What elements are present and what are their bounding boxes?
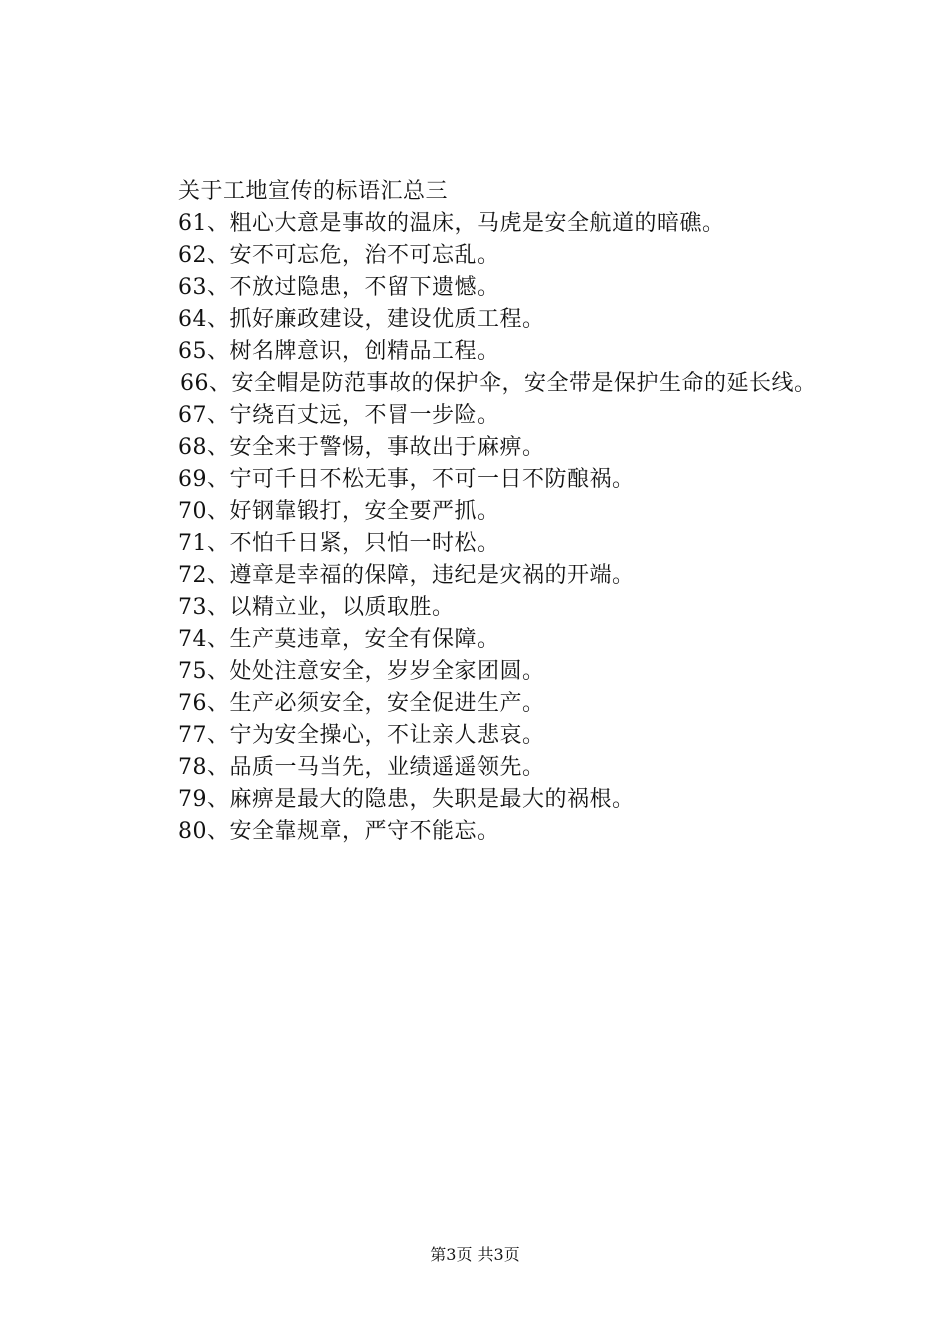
slogan-line-65: 65、树名牌意识，创精品工程。 [178, 339, 500, 364]
slogan-line-79: 79、麻痹是最大的隐患，失职是最大的祸根。 [178, 787, 635, 812]
slogan-line-80: 80、安全靠规章，严守不能忘。 [178, 819, 500, 844]
document-title: 关于工地宣传的标语汇总三 [178, 179, 449, 204]
slogan-line-66: 66、安全帽是防范事故的保护伞，安全带是保护生命的延长线。 [180, 371, 817, 396]
slogan-line-78: 78、品质一马当先，业绩遥遥领先。 [178, 755, 545, 780]
slogan-line-75: 75、处处注意安全，岁岁全家团圆。 [178, 659, 545, 684]
document-body [132, 176, 832, 848]
slogan-line-64: 64、抓好廉政建设，建设优质工程。 [178, 307, 545, 332]
slogan-line-77: 77、宁为安全操心，不让亲人悲哀。 [178, 723, 545, 748]
slogan-line-69: 69、宁可千日不松无事，不可一日不防酿祸。 [178, 467, 635, 492]
slogan-line-74: 74、生产莫违章，安全有保障。 [178, 627, 500, 652]
slogan-line-67: 67、宁绕百丈远，不冒一步险。 [178, 403, 500, 428]
page-footer [0, 1243, 950, 1267]
page-number-label: 第3页 共3页 [430, 1245, 520, 1264]
slogan-line-71: 71、不怕千日紧，只怕一时松。 [178, 531, 500, 556]
slogan-line-72: 72、遵章是幸福的保障，违纪是灾祸的开端。 [178, 563, 635, 588]
slogan-line-61: 61、粗心大意是事故的温床，马虎是安全航道的暗礁。 [178, 211, 725, 236]
slogan-line-73: 73、以精立业，以质取胜。 [178, 595, 455, 620]
slogan-line-76: 76、生产必须安全，安全促进生产。 [178, 691, 545, 716]
slogan-line-68: 68、安全来于警惕，事故出于麻痹。 [178, 435, 545, 460]
slogan-line-70: 70、好钢靠锻打，安全要严抓。 [178, 499, 500, 524]
slogan-line-63: 63、不放过隐患，不留下遗憾。 [178, 275, 500, 300]
slogan-line-62: 62、安不可忘危，治不可忘乱。 [178, 243, 500, 268]
